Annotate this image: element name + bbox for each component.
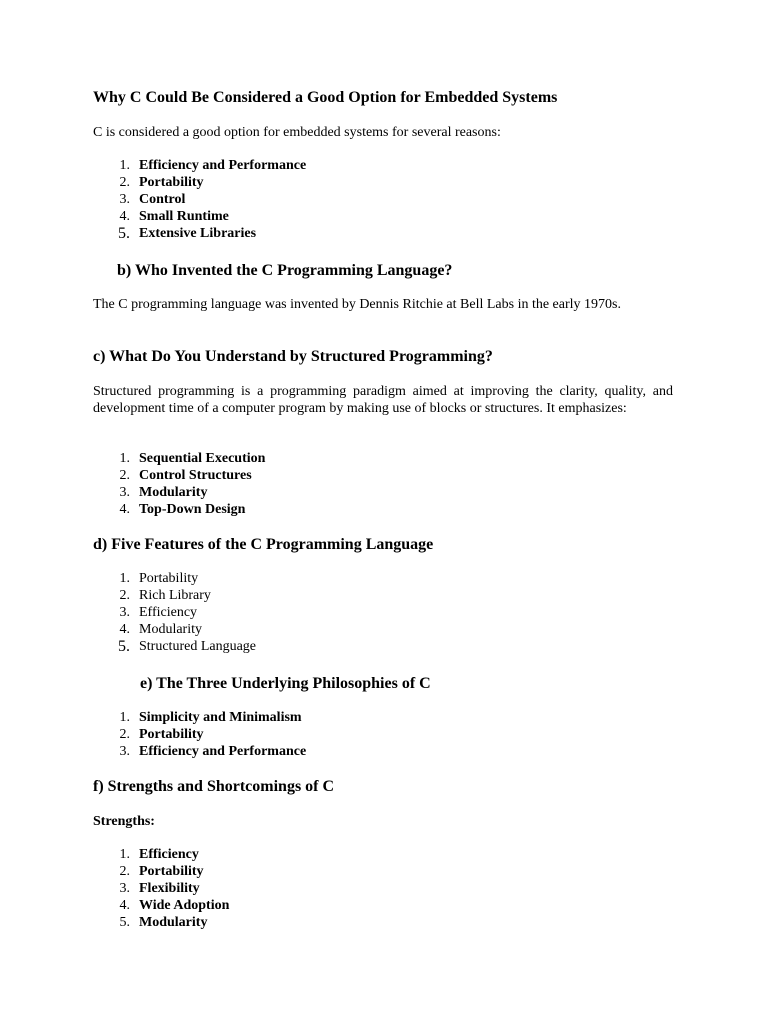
list-item: 5. Structured Language: [118, 638, 257, 655]
strengths-list: [110, 846, 510, 931]
list-item: 4. Small Runtime: [119, 209, 229, 224]
list-item: 2. Control Structures: [119, 468, 252, 483]
section-c-heading: c) What Do You Understand by Structured Programming?: [93, 348, 493, 365]
list-item: 5. Modularity: [119, 915, 208, 930]
section-f-heading: f) Strengths and Shortcomings of C: [93, 778, 335, 795]
list-item: 3. Control: [119, 192, 186, 207]
intro-paragraph: C is considered a good option for embedded systems for several reasons:: [93, 125, 501, 140]
list-item: 1. Simplicity and Minimalism: [119, 710, 302, 725]
list-item: 2. Portability: [119, 864, 204, 879]
features-list: [110, 570, 510, 655]
list-item: 3. Modularity: [119, 485, 208, 500]
philosophies-list: [110, 709, 510, 760]
section-c-paragraph: Structured programming is a programming paradigm aimed at improving the clarity, quality, and development time of a computer program by making use of blocks or structures. It emphasizes:: [93, 384, 673, 416]
section-e-heading: e) The Three Underlying Philosophies of C: [140, 675, 431, 692]
list-item: 2. Portability: [119, 727, 204, 742]
list-item: 1. Efficiency: [119, 847, 199, 862]
list-item: 3. Efficiency and Performance: [119, 744, 307, 759]
section-d-heading: d) Five Features of the C Programming Language: [93, 536, 434, 553]
list-item: 4. Top-Down Design: [119, 502, 246, 517]
list-item: 1. Portability: [119, 571, 199, 586]
list-item: 2. Rich Library: [119, 588, 211, 603]
list-item: 4. Wide Adoption: [119, 898, 230, 913]
document-title: Why C Could Be Considered a Good Option for Embedded Systems: [93, 89, 558, 106]
section-b-paragraph: The C programming language was invented by Dennis Ritchie at Bell Labs in the early 1970s.: [93, 297, 621, 312]
structured-programming-list: [110, 450, 510, 518]
list-item: 2. Portability: [119, 175, 204, 190]
section-b-heading: b) Who Invented the C Programming Language?: [117, 262, 453, 279]
reasons-list: [110, 157, 510, 242]
list-item: 5. Extensive Libraries: [118, 225, 257, 242]
list-item: 3. Efficiency: [119, 605, 198, 620]
list-item: 4. Modularity: [119, 622, 202, 637]
strengths-label: Strengths:: [93, 814, 155, 829]
list-item: 1. Sequential Execution: [119, 451, 266, 466]
list-item: 1. Efficiency and Performance: [119, 158, 307, 173]
list-item: 3. Flexibility: [119, 881, 200, 896]
